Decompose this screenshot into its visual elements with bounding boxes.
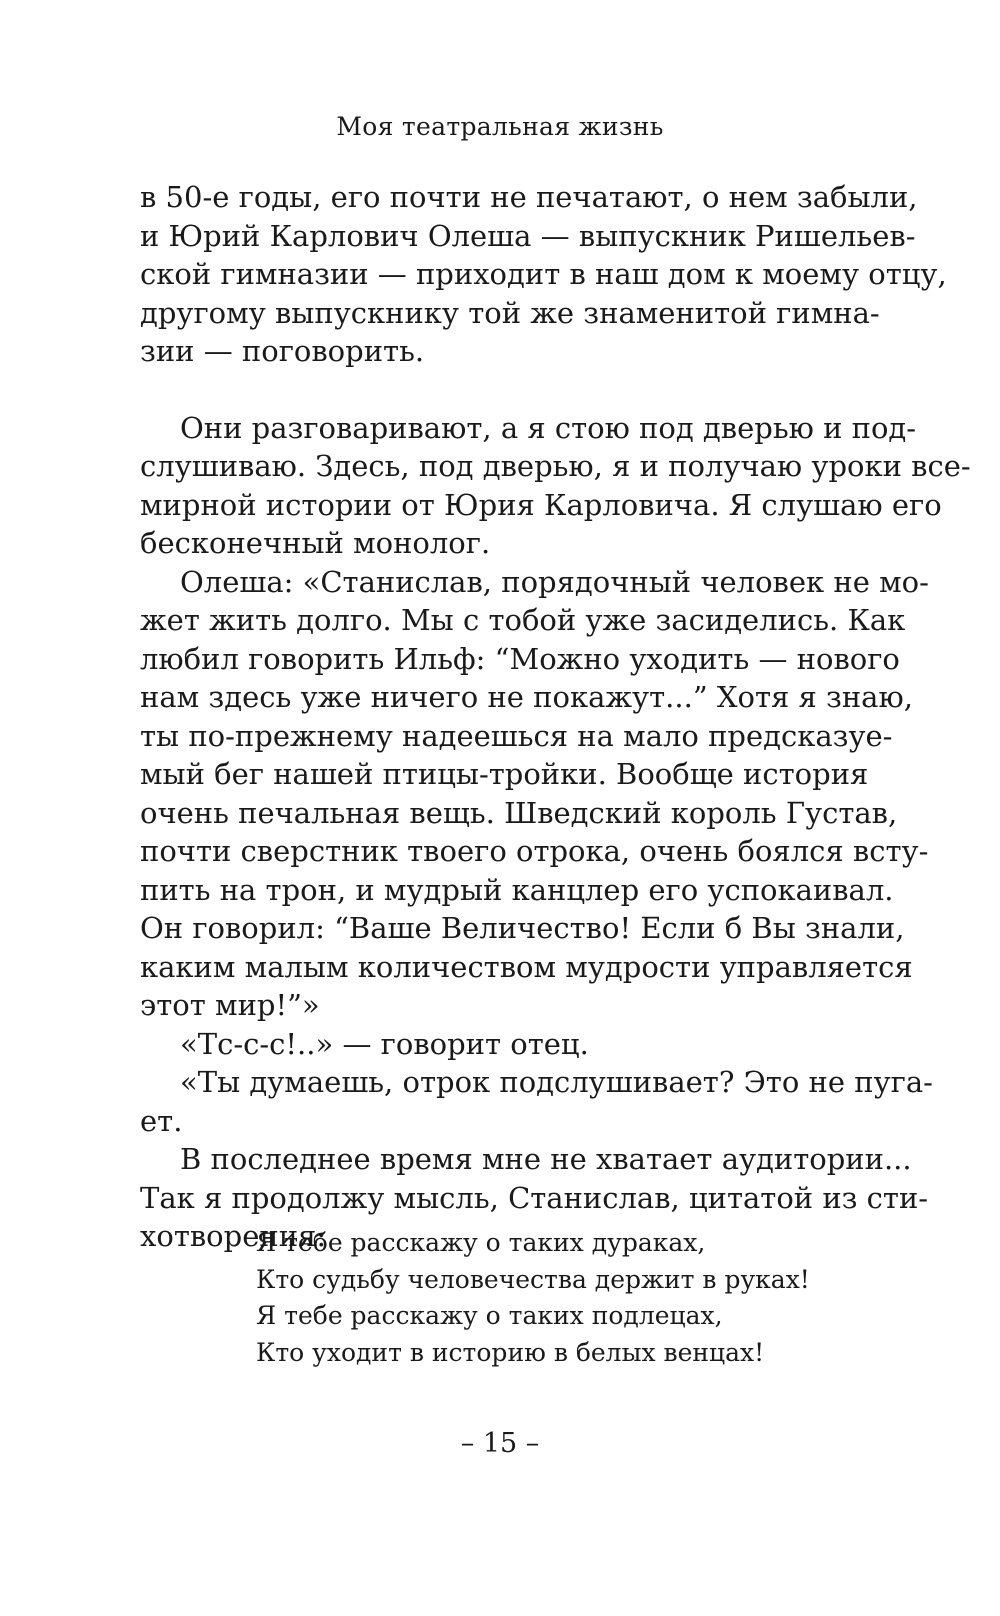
poem-line: Кто судьбу человечества держит в руках! — [256, 1264, 810, 1294]
text-line: жет жить долго. Мы с тобой уже засиделись. Как — [140, 603, 906, 637]
text-line: пить на трон, и мудрый канцлер его успокаивал. — [140, 872, 894, 907]
text-line: в 50-е годы, его почти не печатают, о нем забыли, — [140, 180, 918, 214]
page-number: – 15 – — [460, 1428, 540, 1459]
text-line: и Юрий Карлович Олеша — выпускник Ришельев- — [140, 218, 916, 253]
text-line: Он говорил: “Ваше Величество! Если б Вы знали, — [140, 911, 905, 945]
text-line: любил говорить Ильф: “Можно уходить — нового — [140, 641, 900, 676]
paragraph-gap — [140, 371, 840, 409]
poem-line: Я тебе расскажу о таких дураках, — [256, 1228, 706, 1257]
body-text — [140, 178, 971, 1256]
text-line: этот мир!”» — [140, 988, 320, 1022]
text-line: ты по-прежнему надеешься на мало предсказуе- — [140, 718, 893, 753]
text-line: Так я продолжу мысль, Станислав, цитатой из сти- — [140, 1180, 929, 1215]
text-line: бесконечный монолог. — [140, 526, 491, 560]
text-line: другому выпускнику той же знаменитой гимна- — [140, 295, 880, 330]
text-line: хотворения: — [140, 1219, 327, 1253]
poem-line: Кто уходит в историю в белых венцах! — [256, 1337, 765, 1367]
text-line: нам здесь уже ничего не покажут...” Хотя я знаю, — [140, 680, 913, 714]
text-line: ет. — [140, 1103, 183, 1138]
text-line: зии — поговорить. — [140, 334, 425, 368]
text-line: слушиваю. Здесь, под дверью, я и получаю уроки все- — [140, 449, 971, 483]
text-line: «Ты думаешь, отрок подслушивает? Это не пуга- — [180, 1065, 933, 1099]
text-line: очень печальная вещь. Шведский король Густав, — [140, 795, 898, 830]
poem-line: Я тебе расскажу о таких подлецах, — [256, 1301, 723, 1330]
text-line: Олеша: «Станислав, порядочный человек не мо- — [180, 564, 929, 599]
text-line: «Тс-с-с!..» — говорит отец. — [180, 1026, 589, 1061]
poem-quote — [256, 1225, 856, 1371]
running-head: Моя театральная жизнь — [336, 112, 664, 141]
text-line: В последнее время мне не хватает аудитории... — [180, 1142, 912, 1176]
text-line: мирной истории от Юрия Карловича. Я слушаю его — [140, 487, 942, 522]
text-line: Они разговаривают, а я стою под дверью и под- — [180, 410, 917, 445]
text-line: каким малым количеством мудрости управляется — [140, 949, 913, 984]
text-line: ской гимназии — приходит в наш дом к моему отцу, — [140, 257, 947, 291]
text-line: почти сверстник твоего отрока, очень боялся всту- — [140, 834, 929, 868]
text-line: мый бег нашей птицы-тройки. Вообще история — [140, 757, 869, 791]
